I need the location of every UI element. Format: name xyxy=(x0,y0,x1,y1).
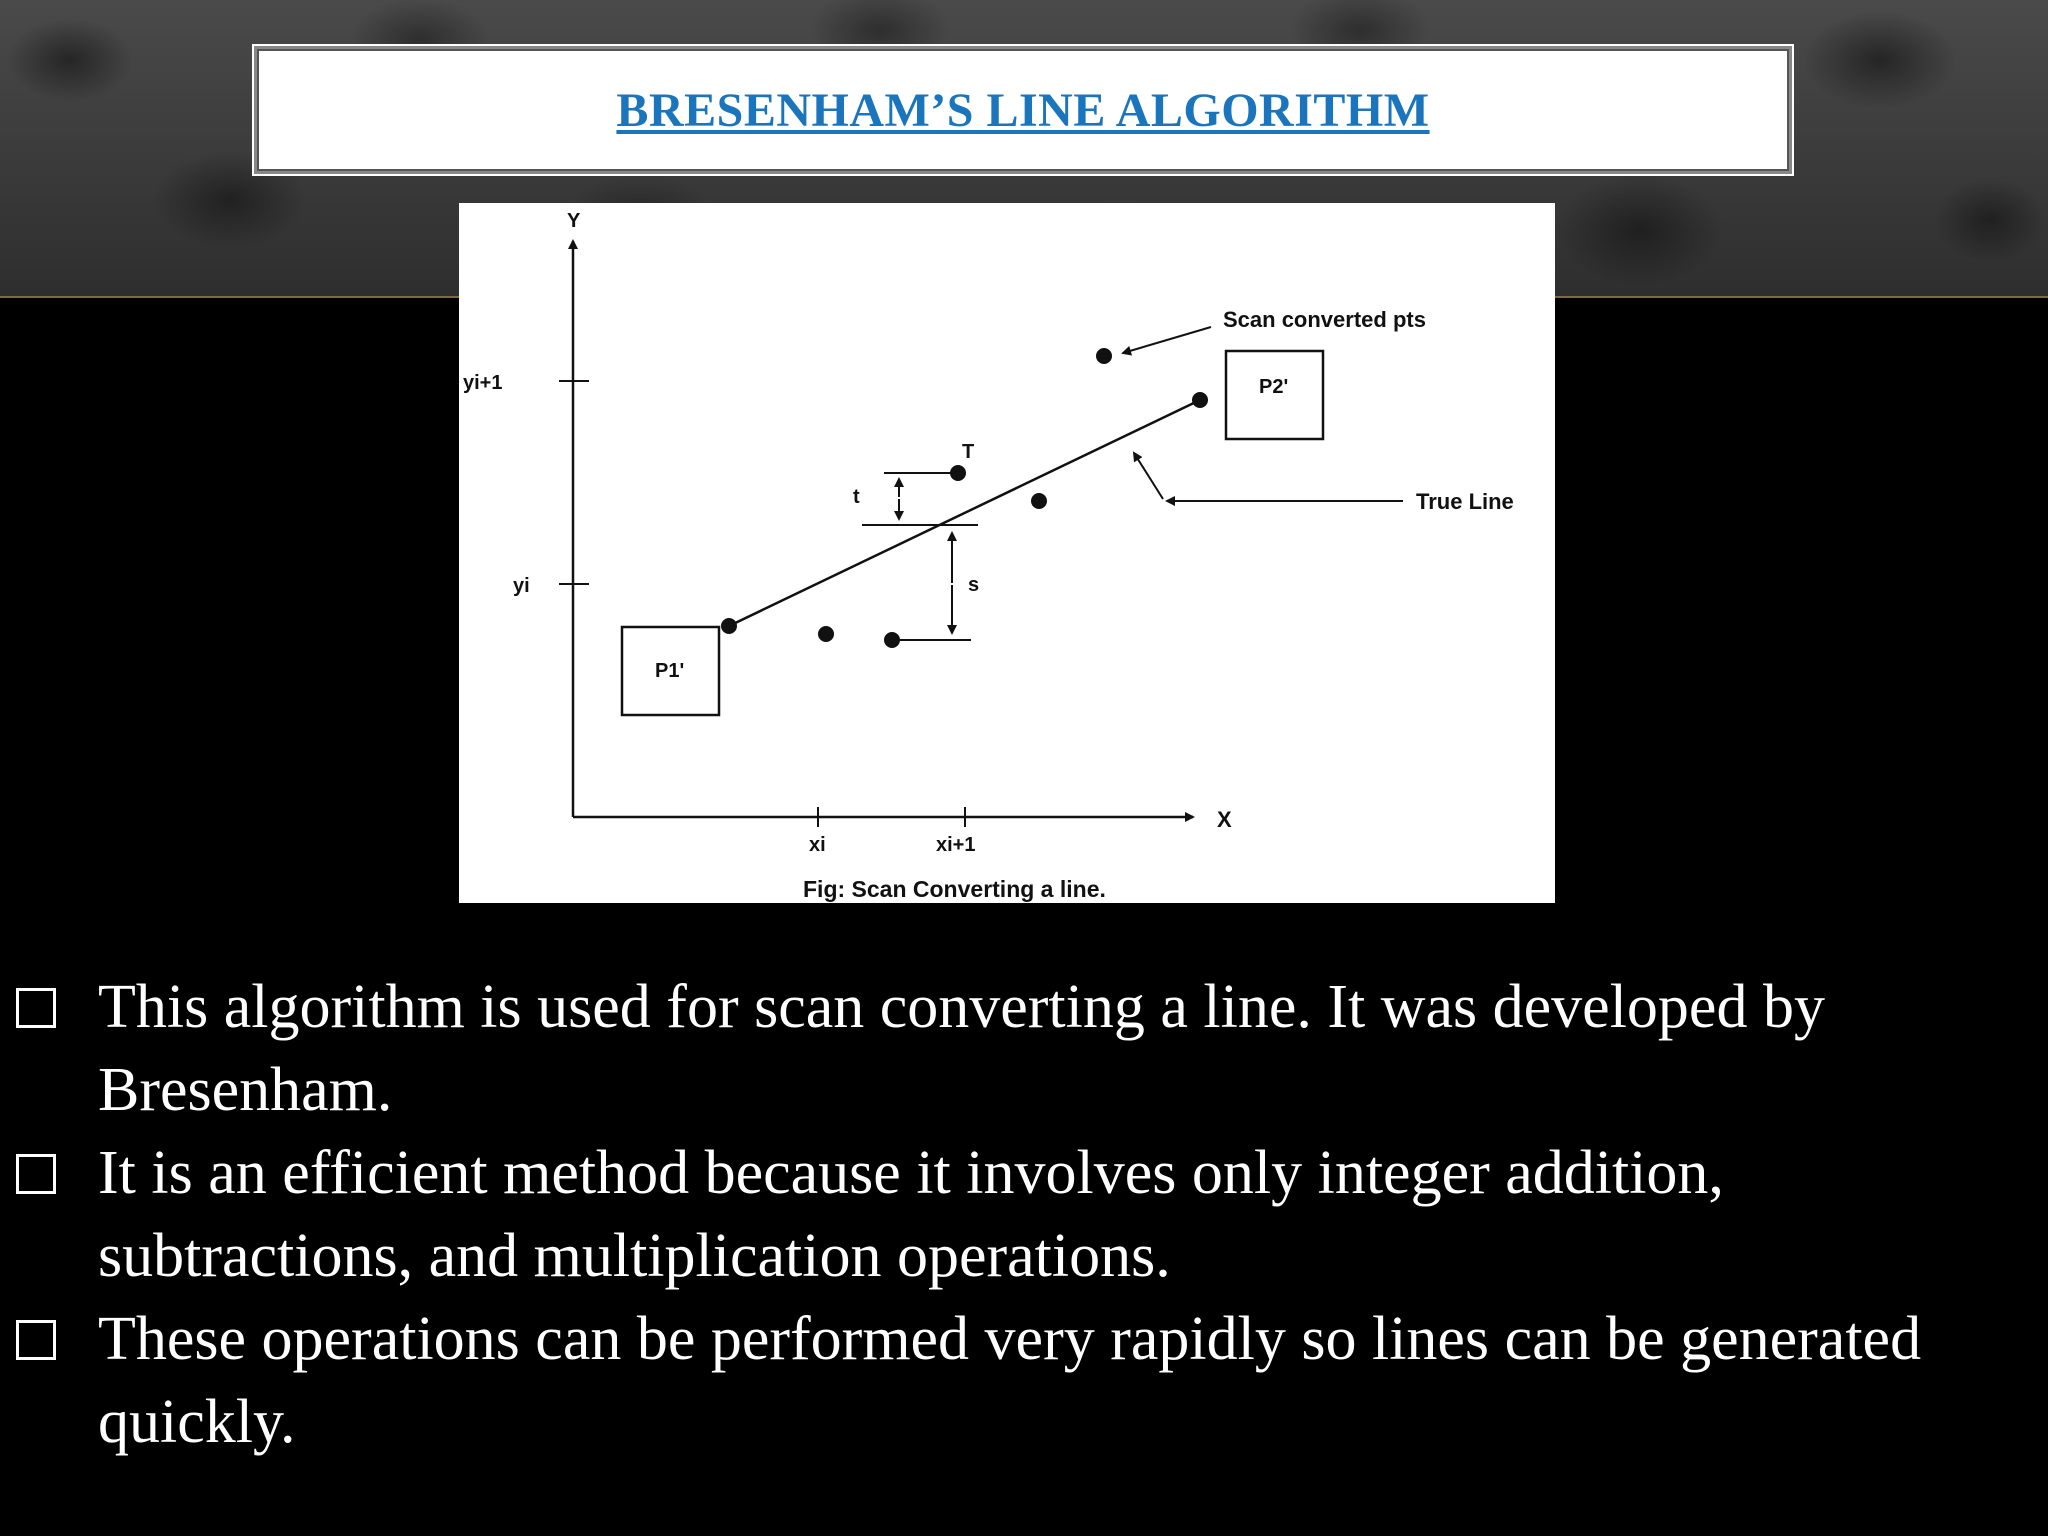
s-label: s xyxy=(968,574,980,596)
point-scan-converted xyxy=(1096,348,1112,364)
scan-converted-arrow xyxy=(1123,327,1211,353)
checkbox-outline-icon xyxy=(16,1154,56,1194)
bullet-text: This algorithm is used for scan converting a line. It was developed by Bresenham. xyxy=(98,973,1825,1124)
bullet-item xyxy=(16,1298,2026,1464)
scan-converted-label: Scan converted pts xyxy=(1223,307,1426,332)
point-end xyxy=(1192,392,1208,408)
slide-title: BRESENHAM’S LINE ALGORITHM xyxy=(616,83,1430,137)
bullet-text: These operations can be performed very rapidly so lines can be generated quickly. xyxy=(98,1305,1922,1456)
true-line-arrow-diagonal xyxy=(1134,453,1163,499)
bullet-text: It is an efficient method because it involves only integer addition, subtractions, and multiplication operations. xyxy=(98,1139,1724,1290)
t-point-label: T xyxy=(962,441,975,463)
true-line xyxy=(729,400,1200,626)
checkbox-outline-icon xyxy=(16,988,56,1028)
x-axis-label: X xyxy=(1217,807,1232,832)
title-box xyxy=(252,44,1794,176)
bullet-list xyxy=(16,966,2026,1464)
figure-svg xyxy=(459,203,1555,903)
figure-scan-converting-line xyxy=(459,203,1555,903)
point-mid xyxy=(1031,493,1047,509)
true-line-label: True Line xyxy=(1416,489,1514,514)
p1-label: P1' xyxy=(655,660,685,682)
y-tick-label-yi: yi xyxy=(513,575,530,597)
bullet-item xyxy=(16,966,2026,1132)
x-tick-label-xi: xi xyxy=(809,834,826,856)
t-label: t xyxy=(853,486,860,508)
p2-label: P2' xyxy=(1259,376,1289,398)
y-tick-label-yi-plus-1: yi+1 xyxy=(463,372,503,394)
x-tick-label-xi-plus-1: xi+1 xyxy=(936,834,976,856)
checkbox-outline-icon xyxy=(16,1320,56,1360)
point-low-1 xyxy=(818,626,834,642)
bullet-item xyxy=(16,1132,2026,1298)
y-axis-label: Y xyxy=(567,210,581,232)
figure-caption: Fig: Scan Converting a line. xyxy=(803,876,1106,902)
point-start xyxy=(721,618,737,634)
